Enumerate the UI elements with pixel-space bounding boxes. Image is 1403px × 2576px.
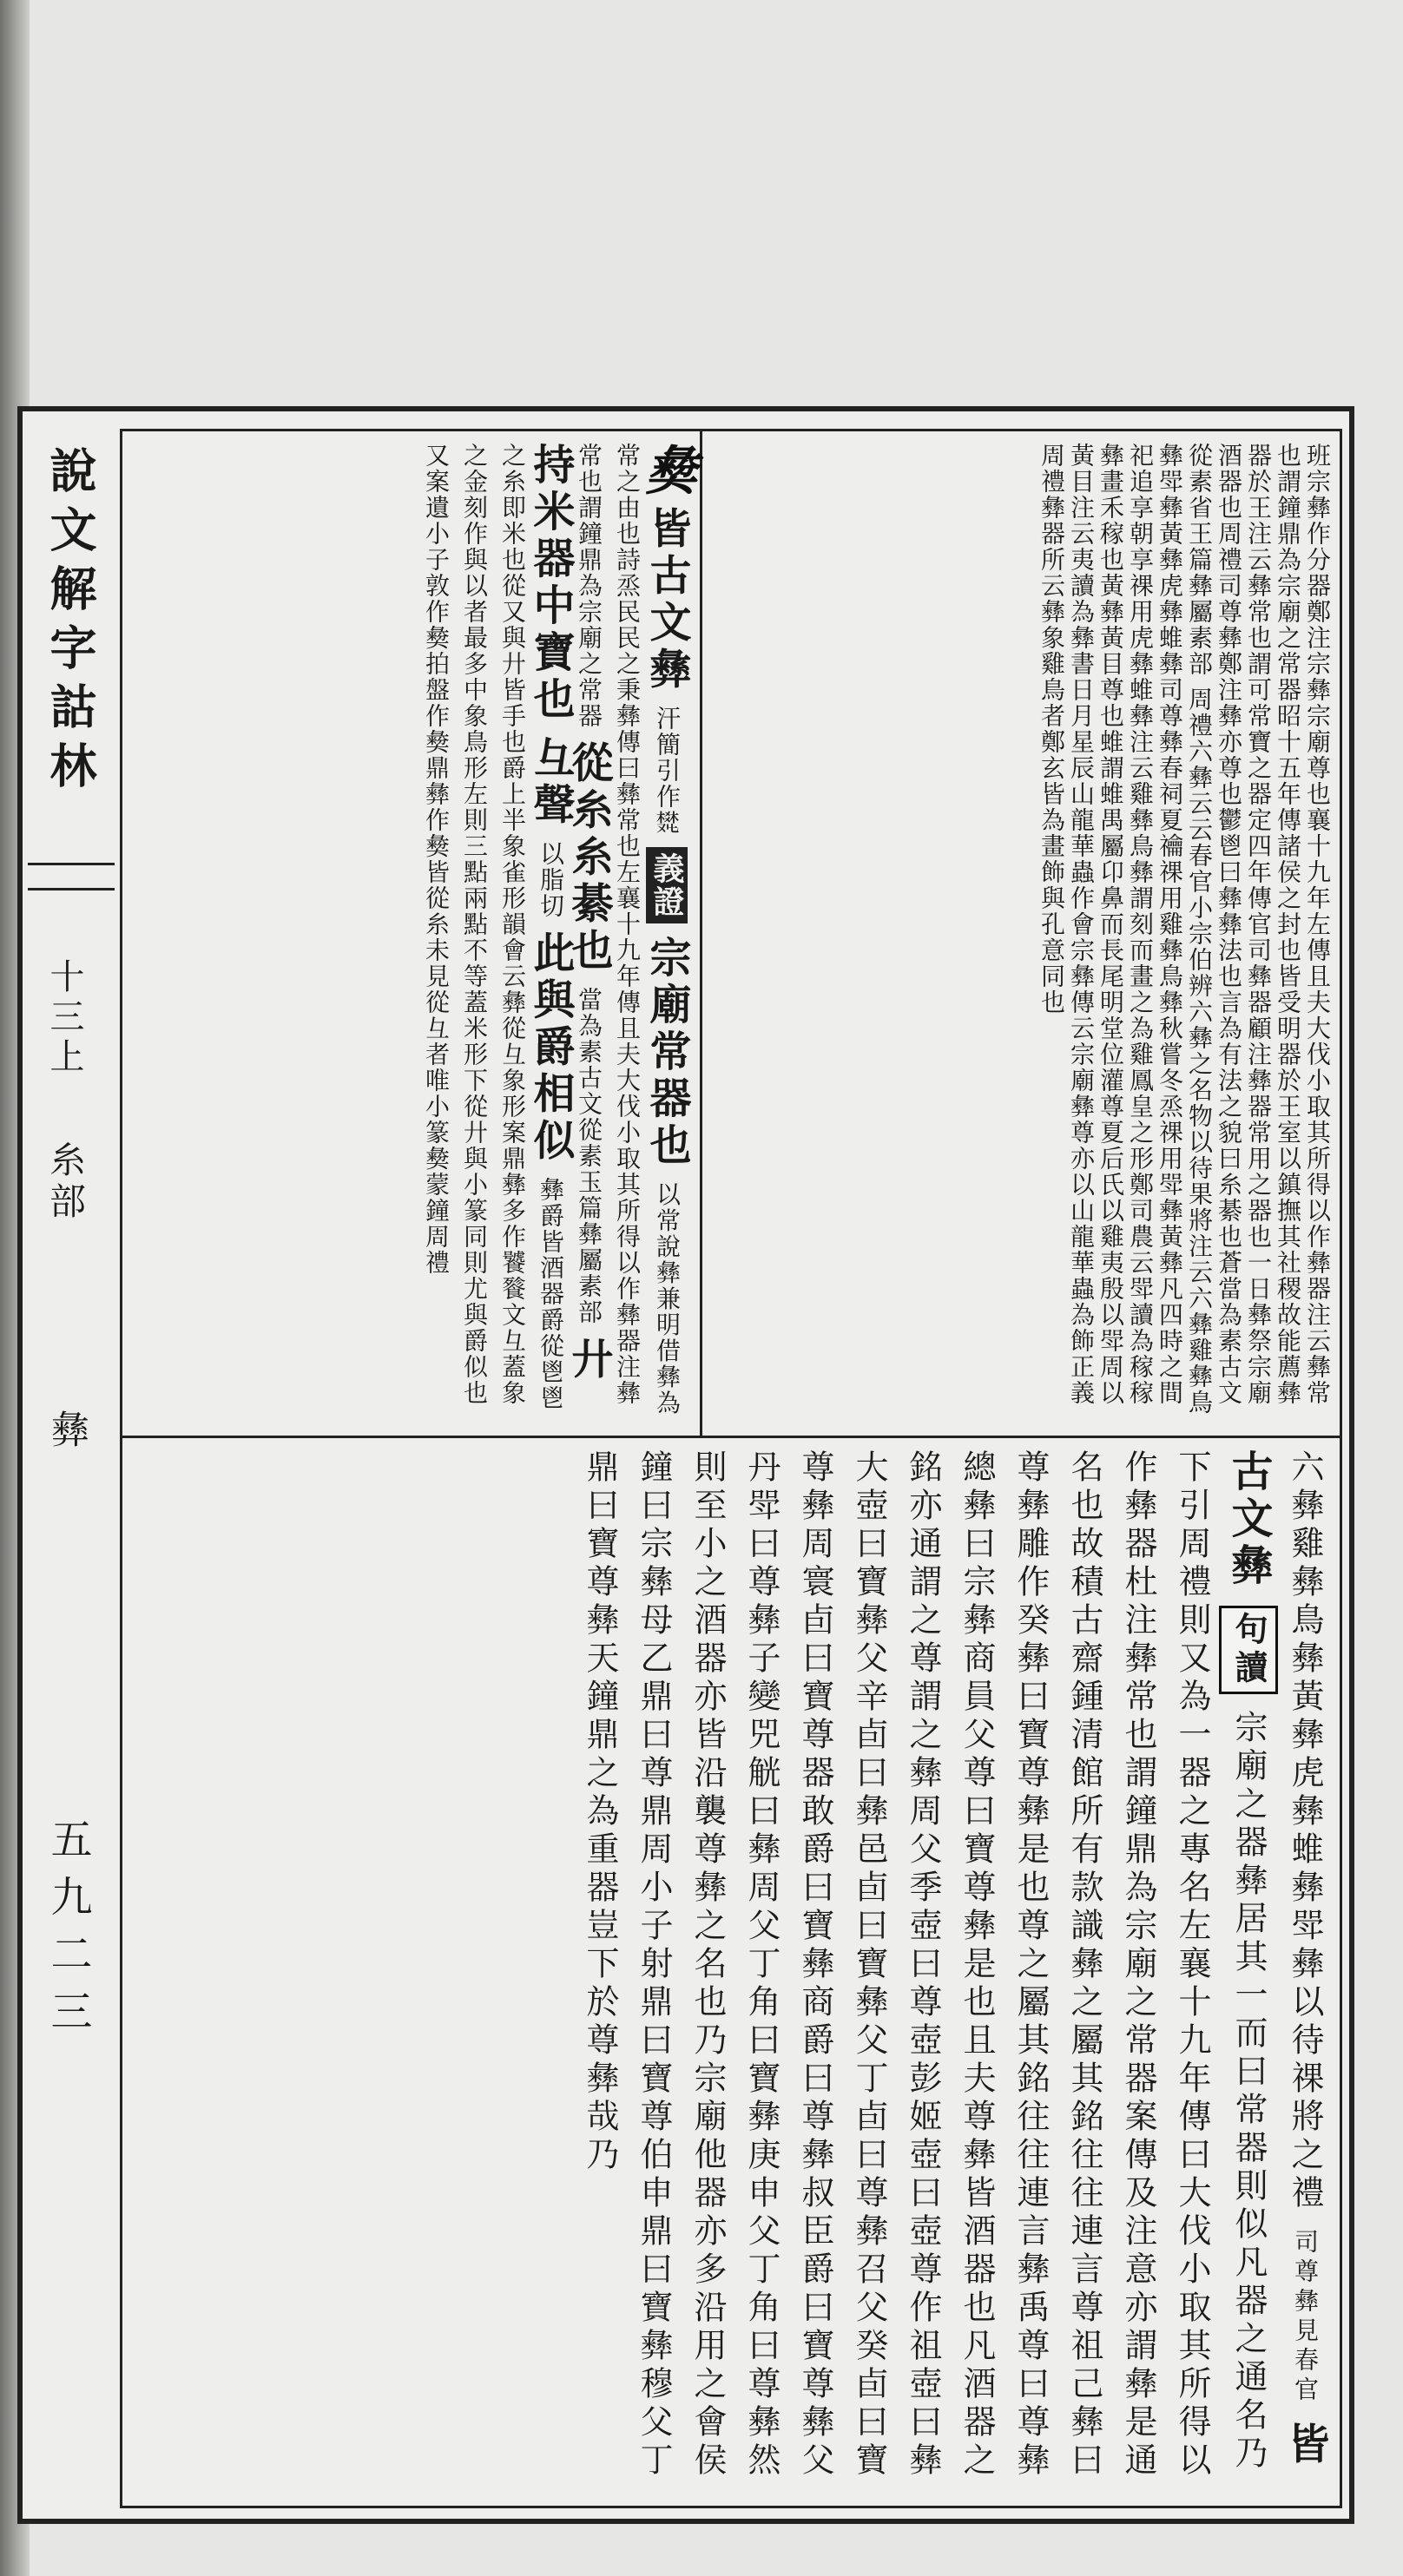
sub-note-3: 彝爵皆酒器爵從鬯鬯之糸即米也從又與廾皆手也爵上半象雀形韻會云彝從彑象形案鼎彝多作饕餮文彑蓋象之金刻作與以者最多中象鳥形左則三點兩點不等蓋米形下從廾與小篆同則尤與爵似也又案遺小子敦作𢑱拍盤作𢑱鼎彝作𢑱皆從糸未見從彑者唯小篆𢑱蒙鐘周禮 (422, 443, 565, 1411)
ancient-form-label: 皆古文彝 (642, 506, 691, 694)
bottom-ancient-form-label: 皆古文彝 (1224, 1449, 1329, 2469)
page-margin-column (28, 429, 115, 2508)
sub-heading-4: 此與爵相似 (526, 930, 575, 1166)
commentary-text: 班宗彝作分器鄭注宗彝宗廟尊也襄十九年左傳且夫大伐小取其所得以作彝器注云彝常也謂鐘鼎為宗廟之常器昭十五年傳諸侯之封也皆受明器於王室以鎮撫其社稷故能薦彝器於王注云彝常也謂可常寶之器定四年傳官司彝器顧注彝器常用之器也一日彝祭宗廟酒器也周禮司尊彝鄭注彝亦尊也鬱鬯曰彝彝法也言為有法之貌曰糸綦也蒼當為素古文從素省王篇彝屬素部 周禮六彝云云春官小宗伯辨六彝之名物以待果將注云六彝雞彝鳥彝斝彝黃彝虎彝蜼彝司尊彝春祠夏禴祼用雞彝鳥彝秋嘗冬烝祼用斝彝黃彝凡四時之間祀追享朝享祼用虎彝蜼彝注云雞彝鳥彝謂刻而畫之為雞鳳皇之形鄭司農云斝讀為稼稼彝畫禾稼也黃彝黃目尊也蜼謂蜼禺屬卬鼻而長尾明堂位灌尊夏后氏以雞夷殷以斝周以黃目注云夷讀為彝書日月星辰山龍華蟲作會宗彝傳云宗廟彝尊亦以山龍華蟲為飾正義周禮彝器所云彝象雞鳥者鄭玄皆為畫飾與孔意同也 (1037, 443, 1332, 1416)
sub-note-1: 當為素古文從素玉篇彝屬素部 (575, 986, 603, 1325)
margin-divider (28, 863, 115, 890)
bottom-line-1: 六彝雞彝鳥彝黃彝虎彝蜼彝斝彝以待祼將之禮 (1286, 1449, 1324, 2213)
column-divider (700, 429, 702, 1437)
horizontal-divider (120, 1436, 1342, 1438)
sub-heading-3: 彑聲 (526, 735, 575, 830)
sub-heading-2: 廾持米器中寶也 (526, 443, 613, 1384)
section-tag-yizheng: 義證 (646, 847, 688, 923)
page-number: 五九二三 (43, 1817, 92, 2047)
sub-heading-1: 從糸糸綦也 (564, 740, 613, 976)
commentary-top-right (717, 443, 1332, 1423)
book-page (17, 406, 1354, 2524)
book-title: 說文解字詁林 (43, 446, 98, 800)
bottom-commentary-text: 宗廟之器彝居其一而曰常器則似凡器之通名乃下引周禮則又為一器之專名左襄十九年傳曰大伐小取其所得以作彝器杜注彝常也謂鐘鼎為宗廟之常器案傳及注意亦謂彝是通名也故積古齋鍾清館所有款識彝之屬其銘往往連言尊祖己彝曰尊彝雕作癸彝曰寶尊彝是也尊之屬其銘往往連言彝禹尊曰尊彝總彝曰宗彝商員父尊曰寶尊彝是也且夫尊彝皆酒器也凡酒器之銘亦通謂之尊謂之彝周父季壺曰尊壺彭姬壺曰壺尊作祖壺曰彝大壺曰寶彝父辛卣曰彝邑卣曰寶彝父丁卣曰尊彝召父癸卣曰寶尊彝周寰卣曰寶尊器敢爵曰寶彝商爵曰尊彝叔臣爵曰寶尊彝父丹斝曰尊彝子變兕觥曰彝周父丁角曰寶彝庚申父丁角曰尊彝然則至小之酒器亦皆沿襲尊彝之名也乃宗廟他器亦多沿用之會侯鐘曰宗彝母乙鼎曰尊鼎周小子射鼎曰寶尊伯申鼎曰寶彝穆父丁鼎曰寶尊彝天鐘鼎之為重器豈下於尊彝哉乃 (581, 1449, 1268, 2481)
bottom-source-note: 司尊彝見春官 (1291, 2229, 1320, 2407)
commentary-top-left (132, 443, 697, 1423)
definition-heading: 宗廟常器也 (642, 935, 691, 1170)
section-label: 糸部 (44, 1140, 87, 1224)
sub-note-2: 以脂切 (537, 840, 565, 919)
ancient-form-note: 汗簡引作𤕩 (653, 705, 682, 836)
commentary-bottom (132, 1449, 1332, 2500)
section-tag-judu: 句讀 (1219, 1606, 1278, 1694)
entry-character: 彝 (44, 1410, 89, 1453)
definition-note: 以常說彝兼明借彝為常之由也詩烝民民之秉彝傳曰彝常也左襄十九年傳且夫大伐小取其所得以作彝器注彝常也謂鐘鼎為宗廟之常器 (575, 443, 682, 1416)
volume-label: 十三上 (44, 958, 84, 1078)
seal-glyph: 𢑱 (636, 443, 697, 495)
